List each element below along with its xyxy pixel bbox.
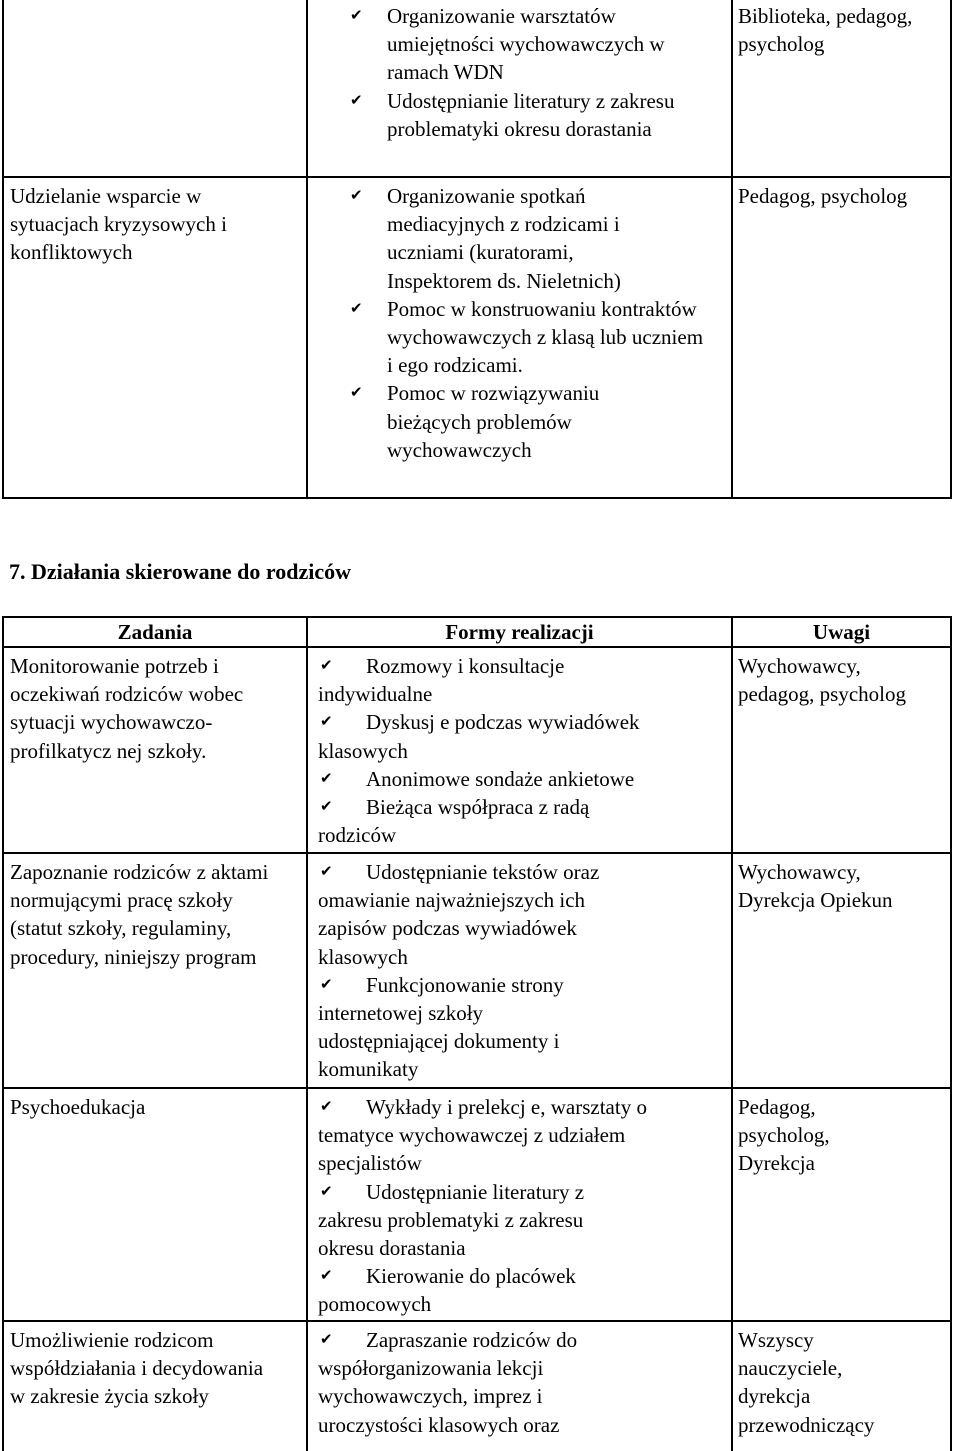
list-item: [308, 765, 698, 793]
forms-cell: [307, 647, 732, 853]
notes-text: Pedagog, psycholog, Dyrekcja: [738, 1095, 830, 1176]
forms-list: [308, 1089, 731, 1319]
parents-actions-table: [2, 616, 952, 1451]
table-row: [3, 1321, 951, 1451]
bullet-icon: ✔: [320, 976, 333, 993]
table-row: [3, 1088, 951, 1321]
header-zadania: Zadania: [3, 617, 307, 647]
notes-text: Wychowawcy, Dyrekcja Opiekun: [738, 860, 893, 913]
forms-list: [308, 854, 731, 1084]
notes-cell: [732, 853, 951, 1088]
list-item-text: Bieżąca współpraca z radą rodziców: [318, 795, 590, 848]
list-item: [308, 379, 647, 464]
bullet-icon: ✔: [350, 188, 363, 204]
task-text: Zapoznanie rodziców z aktami normującymi pracę szkoły (statut szkoły, regulaminy, procedury, niniejszy program: [10, 860, 269, 969]
forms-cell: [307, 0, 732, 177]
continuation-table: [2, 0, 952, 499]
list-item-text: Pomoc w rozwiązywaniu bieżących problemów wychowawczych: [387, 381, 600, 462]
task-text: [4, 0, 306, 2]
list-item: [308, 1262, 628, 1318]
notes-cell: [732, 647, 951, 853]
notes-cell: [732, 177, 951, 498]
list-item-text: Kierowanie do placówek pomocowych: [318, 1264, 576, 1317]
task-text: Monitorowanie potrzeb i oczekiwań rodziców wobec sytuacji wychowawczo-profilkatycz nej szkoły.: [10, 654, 244, 763]
task-text: Udzielanie wsparcie w sytuacjach kryzysowych i konfliktowych: [10, 184, 227, 265]
list-item-text: Anonimowe sondaże ankietowe: [366, 766, 635, 791]
list-item-text: Organizowanie warsztatów umiejętności wychowawczych w ramach WDN: [387, 4, 665, 85]
bullet-icon: ✔: [350, 300, 363, 317]
notes-text: Pedagog, psycholog: [738, 184, 908, 208]
bullet-icon: ✔: [350, 92, 363, 109]
notes-text: Wychowawcy, pedagog, psycholog: [738, 654, 906, 707]
header-formy-realizacji: Formy realizacji: [307, 617, 732, 647]
list-item: [308, 1326, 648, 1439]
forms-list: [308, 178, 731, 464]
table-row: [3, 177, 951, 498]
bullet-icon: ✔: [320, 864, 333, 880]
list-item: [308, 182, 627, 295]
forms-cell: [307, 853, 732, 1088]
list-item: [308, 971, 618, 1084]
table-row: [3, 0, 951, 177]
section-heading: 7. Działania skierowane do rodziców: [9, 559, 352, 584]
task-cell: [3, 647, 307, 853]
list-item-text: Udostępnianie tekstów oraz omawianie najważniejszych ich zapisów podczas wywiadówek klasowych: [318, 860, 600, 969]
list-item-text: Dyskusj e podczas wywiadówek klasowych: [318, 710, 640, 763]
notes-cell: [732, 1321, 951, 1451]
list-item: [308, 87, 687, 143]
list-item: [308, 2, 717, 87]
notes-cell: [732, 0, 951, 177]
list-item: [308, 1093, 693, 1178]
list-item-text: Udostępnianie literatury z zakresu problematyki okresu dorastania: [387, 88, 675, 141]
bullet-icon: ✔: [320, 1183, 333, 1200]
bullet-icon: ✔: [320, 1268, 333, 1285]
table-header-row: [3, 617, 951, 647]
list-item-text: Rozmowy i konsultacje indywidualne: [318, 654, 565, 707]
notes-text: Wszyscy nauczyciele, dyrekcja przewodniczący: [738, 1328, 875, 1437]
bullet-icon: ✔: [320, 1332, 333, 1348]
bullet-icon: ✔: [320, 770, 333, 787]
table-row: [3, 647, 951, 853]
bullet-icon: ✔: [320, 799, 333, 816]
task-cell: [3, 177, 307, 498]
list-item: [308, 1178, 638, 1263]
bullet-icon: ✔: [350, 8, 363, 24]
list-item-text: Wykłady i prelekcj e, warsztaty o tematyce wychowawczej z udziałem specjalistów: [318, 1095, 647, 1176]
forms-list: [308, 648, 731, 849]
list-item: [308, 708, 688, 764]
forms-list: [308, 1322, 731, 1439]
forms-cell: [307, 1088, 732, 1321]
notes-cell: [732, 1088, 951, 1321]
bullet-icon: ✔: [320, 714, 333, 731]
task-cell: [3, 853, 307, 1088]
task-text: Umożliwienie rodzicom współdziałania i decydowania w zakresie życia szkoły: [10, 1328, 264, 1409]
task-text: Psychoedukacja: [10, 1095, 146, 1119]
task-cell: [3, 1088, 307, 1321]
forms-cell: [307, 177, 732, 498]
table-row: [3, 853, 951, 1088]
list-item: [308, 652, 628, 708]
list-item-text: Funkcjonowanie strony internetowej szkoły udostępniającej dokumenty i komunikaty: [318, 972, 564, 1082]
list-item-text: Zapraszanie rodziców do współorganizowania lekcji wychowawczych, imprez i uroczystości klasowych oraz: [318, 1328, 578, 1437]
task-cell: [3, 1321, 307, 1451]
list-item: [308, 793, 648, 849]
list-item-text: Pomoc w konstruowaniu kontraktów wychowawczych z klasą lub uczniem i ego rodzicami.: [387, 296, 704, 378]
list-item: [308, 858, 648, 971]
header-uwagi: Uwagi: [732, 617, 951, 647]
bullet-icon: ✔: [320, 1099, 333, 1115]
forms-list: [308, 0, 731, 143]
bullet-icon: ✔: [320, 658, 333, 674]
list-item-text: Udostępnianie literatury z zakresu problematyki z zakresu okresu dorastania: [318, 1179, 585, 1261]
bullet-icon: ✔: [350, 385, 363, 402]
task-cell: [3, 0, 307, 177]
list-item-text: Organizowanie spotkań mediacyjnych z rodzicami i uczniami (kuratorami, Inspektorem ds. Nieletnich): [387, 184, 621, 293]
forms-cell: [307, 1321, 732, 1451]
notes-text: Biblioteka, pedagog, psycholog: [738, 4, 913, 57]
list-item: [308, 295, 707, 380]
